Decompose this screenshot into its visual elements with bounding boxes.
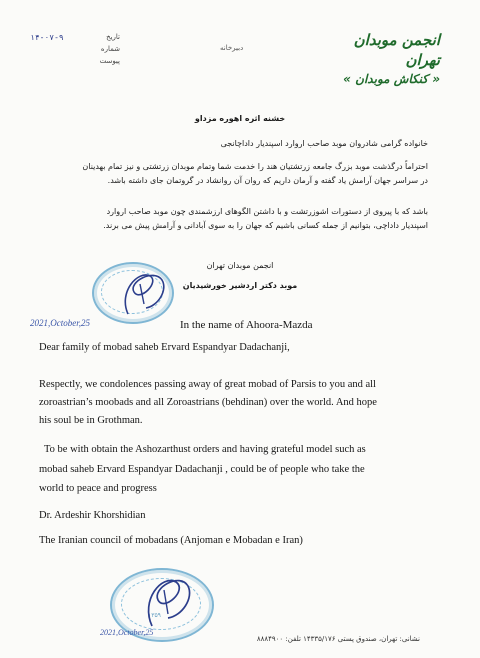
meta-number-row (30, 44, 120, 56)
meta-date-label: تاریخ (106, 33, 120, 41)
farsi-org: انجمن موبدان تهران (206, 261, 274, 270)
meta-attachment-row (30, 56, 120, 68)
english-para1-line3: his soul be in Grothman. (39, 415, 143, 426)
english-para2-line3: world to peace and progress (39, 483, 157, 494)
english-para2-line1: To be with obtain the Ashozarthust orders and having grateful model such as (44, 444, 366, 455)
meta-date-value: ۱۴-۰۷-۹ (30, 33, 64, 42)
footer-address: نشانی: تهران، صندوق پستی ۱۴۳۳۵/۱۷۶ تلفن: ۸۸۸۴۹۰۰ (256, 635, 420, 643)
farsi-invocation: خشنه اثره اهوره مزداو (194, 114, 286, 123)
handwritten-date-1: 2021,October,25 (30, 318, 90, 328)
signature-bottom (118, 566, 214, 634)
meta-block (30, 32, 120, 68)
farsi-address: خانواده گرامی شادروان موبد صاحب اروارد اسپندیار داداچانجی (220, 139, 428, 148)
handwritten-date-2: 2021,October,25 (100, 628, 154, 637)
meta-number-label: شماره (100, 45, 120, 53)
english-para2-line2: mobad saheb Ervard Espandyar Dadachanji , could be of people who take the (39, 464, 365, 475)
english-para1-line1: Respectly, we condolences passing away of great mobad of Parsis to you and all (39, 379, 376, 390)
english-para1-line2: zoroastrian’s moobads and all Zoroastrians (behdinan) over the world. And hope (39, 397, 377, 408)
english-signer: Dr. Ardeshir Khorshidian (39, 510, 146, 521)
farsi-para1-line2: در سراسر جهان آرامش یاد گفته و آرمان داریم که روان آن روانشاد در گروتمان جای داشته باشد. (107, 176, 428, 185)
english-heading: In the name of Ahoora-Mazda (180, 319, 313, 331)
farsi-para2-line2: اسپندیار داداچی، بتوانیم از جمله کسانی باشیم که جهان را به سوی آبادانی و آرامش پیش می برند. (103, 221, 428, 230)
department-label: دبیرخانه (220, 44, 244, 52)
letterhead-subtitle: « کنکاش موبدان » (343, 72, 440, 86)
english-salutation: Dear family of mobad saheb Ervard Espandyar Dadachanji, (39, 342, 290, 353)
farsi-signer: موبد دکتر اردشیر خورشیدیان (182, 281, 298, 290)
stamp-year: ۱۳۵۹ (148, 612, 161, 619)
letterhead (320, 30, 440, 88)
farsi-para1-line1: احتراماً درگذشت موبد بزرگ جامعه زرتشتیان هند را خدمت شما وتمام موبدان زرتشتی و نیز تمام بهدینان (82, 162, 428, 171)
meta-date-row (30, 32, 120, 44)
farsi-para2-line1: باشد که با پیروی از دستورات اشوزرتشت و با داشتن الگوهای ارزشمندی چون موبد صاحب اروارد (106, 207, 428, 216)
english-org: The Iranian council of mobadans (Anjoman e Mobadan e Iran) (39, 535, 303, 546)
meta-attachment-label: پیوست (99, 57, 120, 65)
letterhead-title: انجمن موبدان تهران (353, 31, 440, 69)
signature-top (98, 262, 188, 322)
